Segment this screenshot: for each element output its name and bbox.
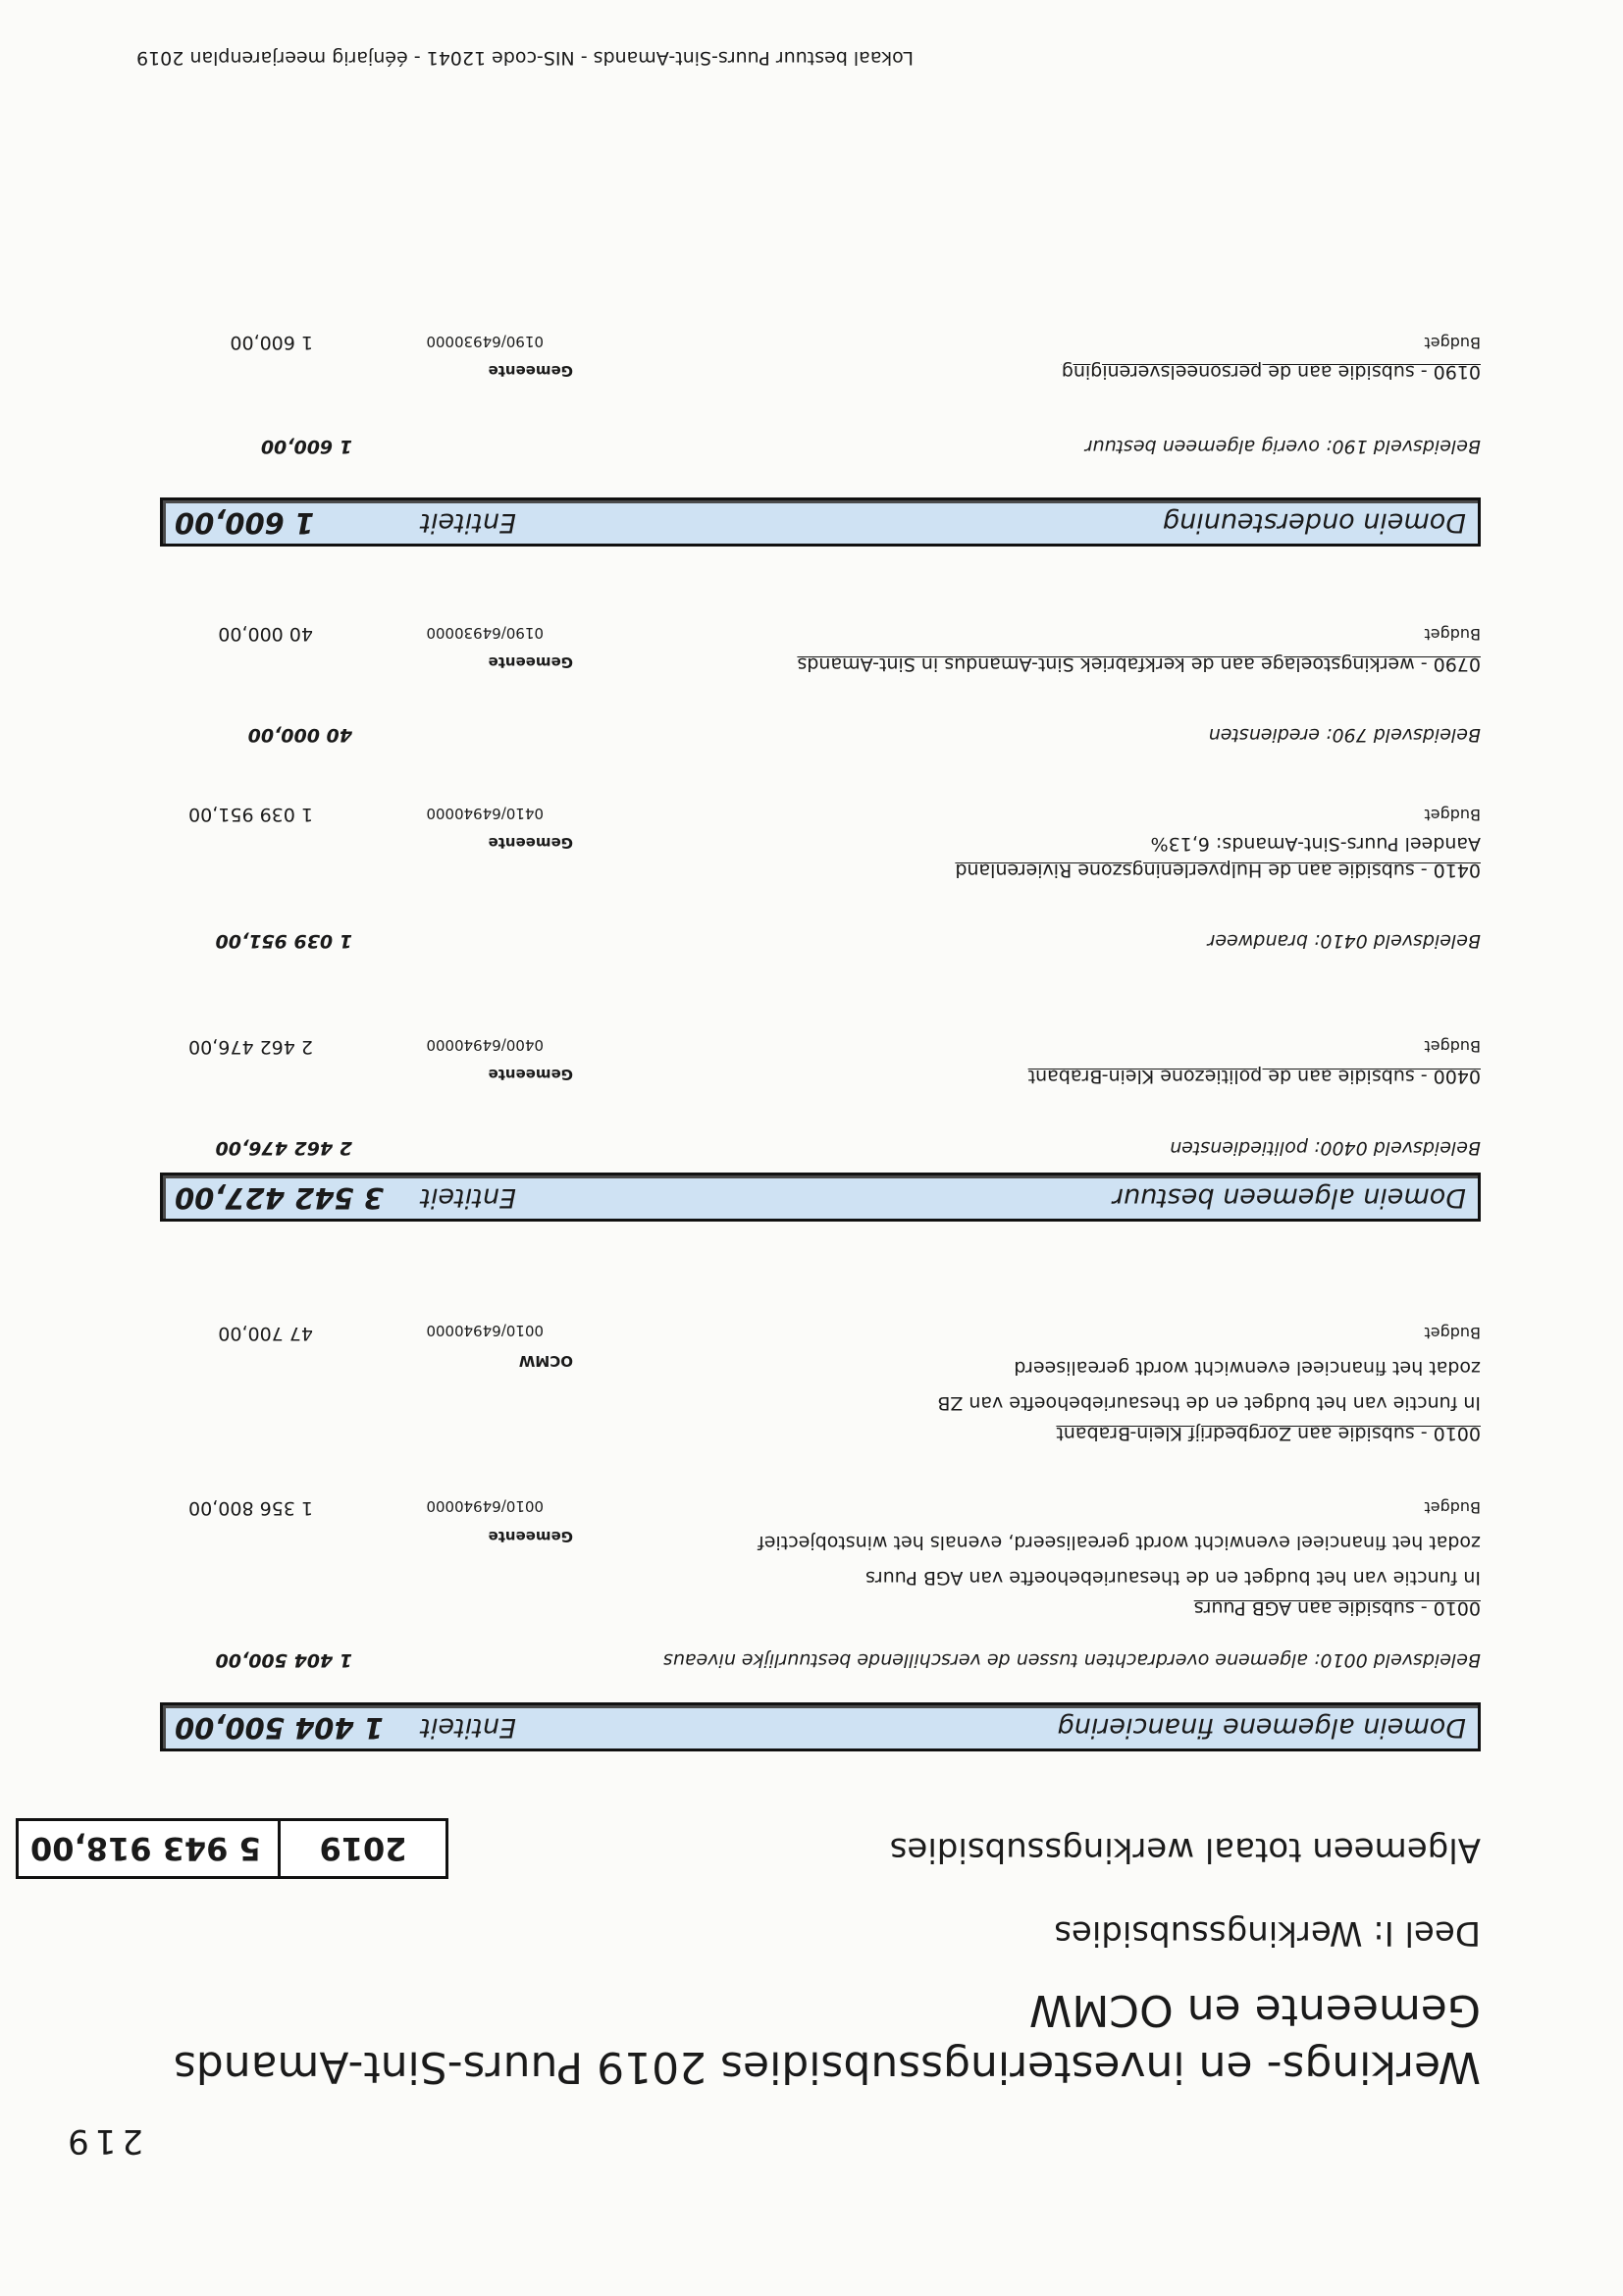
subsidy-amount: 1 356 800,00 xyxy=(188,1497,313,1519)
subsidy-amount: 40 000,00 xyxy=(218,623,313,645)
beleidsveld-name: Beleidsveld 0400: politiediensten xyxy=(1170,1137,1481,1159)
subsidy-amount: 2 462 476,00 xyxy=(188,1036,313,1058)
description-line: zodat het financieel evenwicht wordt gerealiseerd, evenals het winstobjectief xyxy=(758,1532,1481,1553)
beleidsveld-name: Beleidsveld 0410: brandweer xyxy=(1207,930,1481,952)
beleidsveld-row xyxy=(166,930,1481,952)
subsidy-title: 0400 - subsidie aan de politiezone Klein-Brabant xyxy=(1027,1066,1481,1087)
grand-total-row xyxy=(30,1818,1481,1879)
subsidy-description xyxy=(758,1525,1481,1595)
account-code: 0010/64940000 xyxy=(426,1497,544,1515)
beleidsveld-name: Beleidsveld 0010: algemene overdrachten tussen de verschillende bestuurlijke niveaus xyxy=(662,1649,1481,1671)
beleidsveld-name: Beleidsveld 790: erediensten xyxy=(1208,724,1481,746)
domain-amount: 1 404 500,00 xyxy=(175,1711,384,1745)
account-code: 0190/64930000 xyxy=(426,333,544,350)
domain-name: Domein algemene financiering xyxy=(1057,1712,1466,1743)
entity: Gemeente xyxy=(488,362,573,380)
account-code: 0410/64940000 xyxy=(426,805,544,822)
subsidy-title: 0010 - subsidie aan AGB Puurs xyxy=(1193,1597,1481,1619)
beleidsveld-amount: 40 000,00 xyxy=(247,724,352,746)
beleidsveld-row xyxy=(166,1649,1481,1671)
budget-label: Budget xyxy=(1424,1037,1481,1056)
domain-entity-label: Entiteit xyxy=(420,1712,516,1743)
domain-amount: 3 542 427,00 xyxy=(175,1181,384,1215)
domain-name: Domein algemeen bestuur xyxy=(1112,1182,1466,1213)
beleidsveld-row xyxy=(166,724,1481,746)
title-line-1: Werkings- en investeringssubsidies 2019 Puurs-Sint-Amands xyxy=(173,2042,1481,2092)
description-line: Aandeel Puurs-Sint-Amands: 6,13% xyxy=(1150,833,1481,855)
beleidsveld-amount: 2 462 476,00 xyxy=(215,1137,352,1159)
domain-amount: 1 600,00 xyxy=(175,506,315,540)
domain-bar-ondersteuning xyxy=(160,497,1481,547)
title-line-2: Gemeente en OCMW xyxy=(1028,1985,1481,2035)
domain-entity-label: Entiteit xyxy=(420,1182,516,1213)
account-code: 0400/64940000 xyxy=(426,1036,544,1054)
subsidy-title: 0410 - subsidie aan de Hulpverleningszone Rivierenland xyxy=(955,860,1481,881)
domain-bar-financiering xyxy=(160,1702,1481,1751)
account-code: 0190/64930000 xyxy=(426,624,544,642)
domain-bar-algemeen-bestuur xyxy=(160,1173,1481,1222)
entity: Gemeente xyxy=(488,834,573,852)
subsidy-amount: 1 039 951,00 xyxy=(188,804,313,825)
subsidy-title: 0790 - werkingstoelage aan de kerkfabriek Sint-Amandus in Sint-Amands xyxy=(797,653,1481,675)
domain-name: Domein ondersteuning xyxy=(1162,507,1466,538)
subsidy-description xyxy=(937,1350,1481,1421)
budget-label: Budget xyxy=(1424,334,1481,352)
part-title: Deel I: Werkingssubsidies xyxy=(1054,1913,1481,1953)
page-footer: Lokaal bestuur Puurs-Sint-Amands - NIS-code 12041 - éénjarig meerjarenplan 2019 xyxy=(136,47,914,69)
beleidsveld-row xyxy=(166,436,1481,457)
description-line: In functie van het budget en de thesauriebehoefte van AGB Puurs xyxy=(864,1567,1481,1589)
subsidy-amount: 1 600,00 xyxy=(230,332,313,353)
budget-label: Budget xyxy=(1424,1498,1481,1517)
grand-total-amount: 5 943 918,00 xyxy=(30,1830,261,1867)
domain-entity-label: Entiteit xyxy=(420,507,516,538)
entity: Gemeente xyxy=(488,1066,573,1083)
page-title xyxy=(174,1981,1481,2095)
beleidsveld-amount: 1 600,00 xyxy=(260,436,352,457)
grand-total-year: 2019 xyxy=(278,1821,445,1876)
grand-total-label: Algemeen totaal werkingssubsidies xyxy=(889,1830,1481,1869)
subsidy-title: 0190 - subsidie aan de personeelsvereniging xyxy=(1061,361,1481,383)
subsidy-title: 0010 - subsidie aan Zorgbedrijf Klein-Brabant xyxy=(1056,1423,1481,1444)
beleidsveld-row xyxy=(166,1137,1481,1159)
beleidsveld-amount: 1 039 951,00 xyxy=(215,930,352,952)
budget-label: Budget xyxy=(1424,1324,1481,1342)
grand-total-box xyxy=(16,1818,448,1879)
page-number: 219 xyxy=(62,2121,143,2161)
beleidsveld-amount: 1 404 500,00 xyxy=(215,1649,352,1671)
description-line: In functie van het budget en de thesauriebehoefte van ZB xyxy=(937,1392,1481,1414)
description-line: zodat het financieel evenwicht wordt gerealiseerd xyxy=(1014,1357,1481,1379)
subsidy-description xyxy=(1151,826,1481,861)
budget-label: Budget xyxy=(1424,625,1481,644)
account-code: 0010/64940000 xyxy=(426,1322,544,1339)
beleidsveld-name: Beleidsveld 190: overig algemeen bestuur xyxy=(1084,436,1481,457)
subsidy-amount: 47 700,00 xyxy=(218,1323,313,1344)
entity: OCMW xyxy=(518,1352,573,1370)
entity: Gemeente xyxy=(488,1528,573,1545)
entity: Gemeente xyxy=(488,653,573,671)
budget-label: Budget xyxy=(1424,806,1481,824)
